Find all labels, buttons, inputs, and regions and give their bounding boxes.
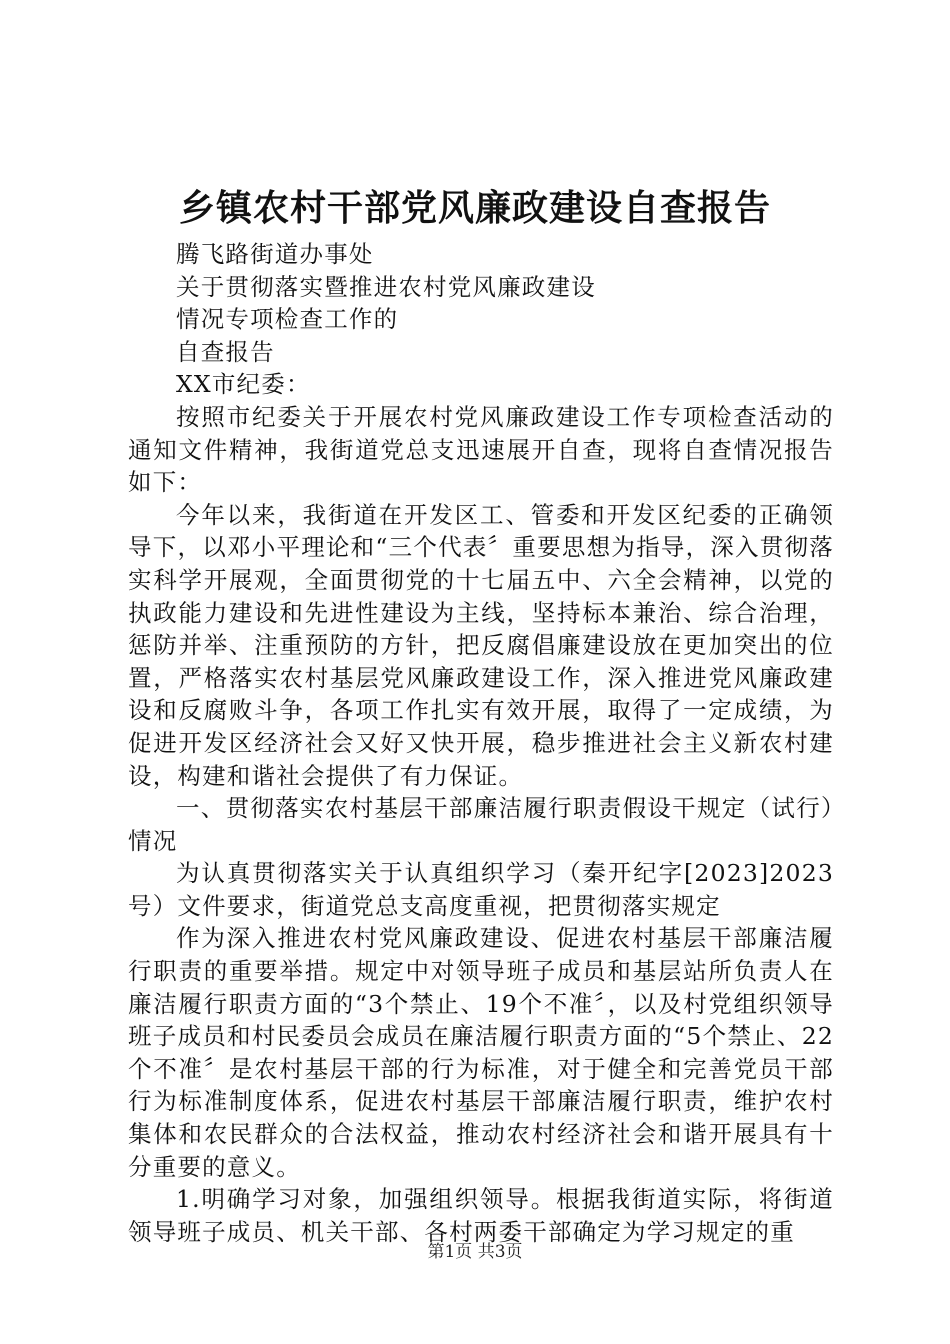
document-title: 乡镇农村干部党风廉政建设自查报告 bbox=[178, 187, 771, 229]
header-line: 自查报告 bbox=[176, 337, 275, 366]
header-line: 情况专项检查工作的 bbox=[176, 305, 399, 334]
document-body bbox=[128, 238, 834, 1248]
header-line: 关于贯彻落实暨推进农村党风廉政建设 bbox=[176, 272, 596, 301]
paragraph: 按照市纪委关于开展农村党风廉政建设工作专项检查活动的通知文件精神，我街道党总支迅速展开自查，现将自查情况报告如下： bbox=[128, 402, 834, 497]
header-line: 腾飞路街道办事处 bbox=[176, 240, 374, 268]
paragraph: 为认真贯彻落实关于认真组织学习（秦开纪字[2023]2023号）文件要求，街道党总支高度重视，把贯彻落实规定 bbox=[128, 859, 834, 920]
section-heading: 一、贯彻落实农村基层干部廉洁履行职责假设干规定（试行）情况 bbox=[128, 794, 834, 855]
page-footer: 第1页 共3页 bbox=[427, 1242, 523, 1262]
paragraph: 作为深入推进农村党风廉政建设、促进农村基层干部廉洁履行职责的重要举措。规定中对领导班子成员和基层站所负责人在廉洁履行职责方面的“3个禁止、19个不准〞，以及村党组织领导班子成员和村民委员会成员在廉洁履行职责方面的“5个禁止、22个不准〞是农村基层干部的行为标准，对于健全和完善党员干部行为标准制度体系，促进农村基层干部廉洁履行职责，维护农村集体和农民群众的合法权益，推动农村经济社会和谐开展具有十分重要的意义。 bbox=[128, 924, 834, 1181]
paragraph: 1.明确学习对象，加强组织领导。根据我街道实际，将街道领导班子成员、机关干部、各村两委干部确定为学习规定的重 bbox=[128, 1185, 834, 1246]
salutation: XX市纪委： bbox=[176, 370, 311, 399]
paragraph: 今年以来，我街道在开发区工、管委和开发区纪委的正确领导下，以邓小平理论和“三个代表〞重要思想为指导，深入贯彻落实科学开展观，全面贯彻党的十七届五中、六全会精神，以党的执政能力建设和先进性建设为主线，坚持标本兼治、综合治理，惩防并举、注重预防的方针，把反腐倡廉建设放在更加突出的位置，严格落实农村基层党风廉政建设工作，深入推进党风廉政建设和反腐败斗争，各项工作扎实有效开展，取得了一定成绩，为促进开发区经济社会又好又快开展，稳步推进社会主义新农村建设，构建和谐社会提供了有力保证。 bbox=[128, 500, 834, 790]
